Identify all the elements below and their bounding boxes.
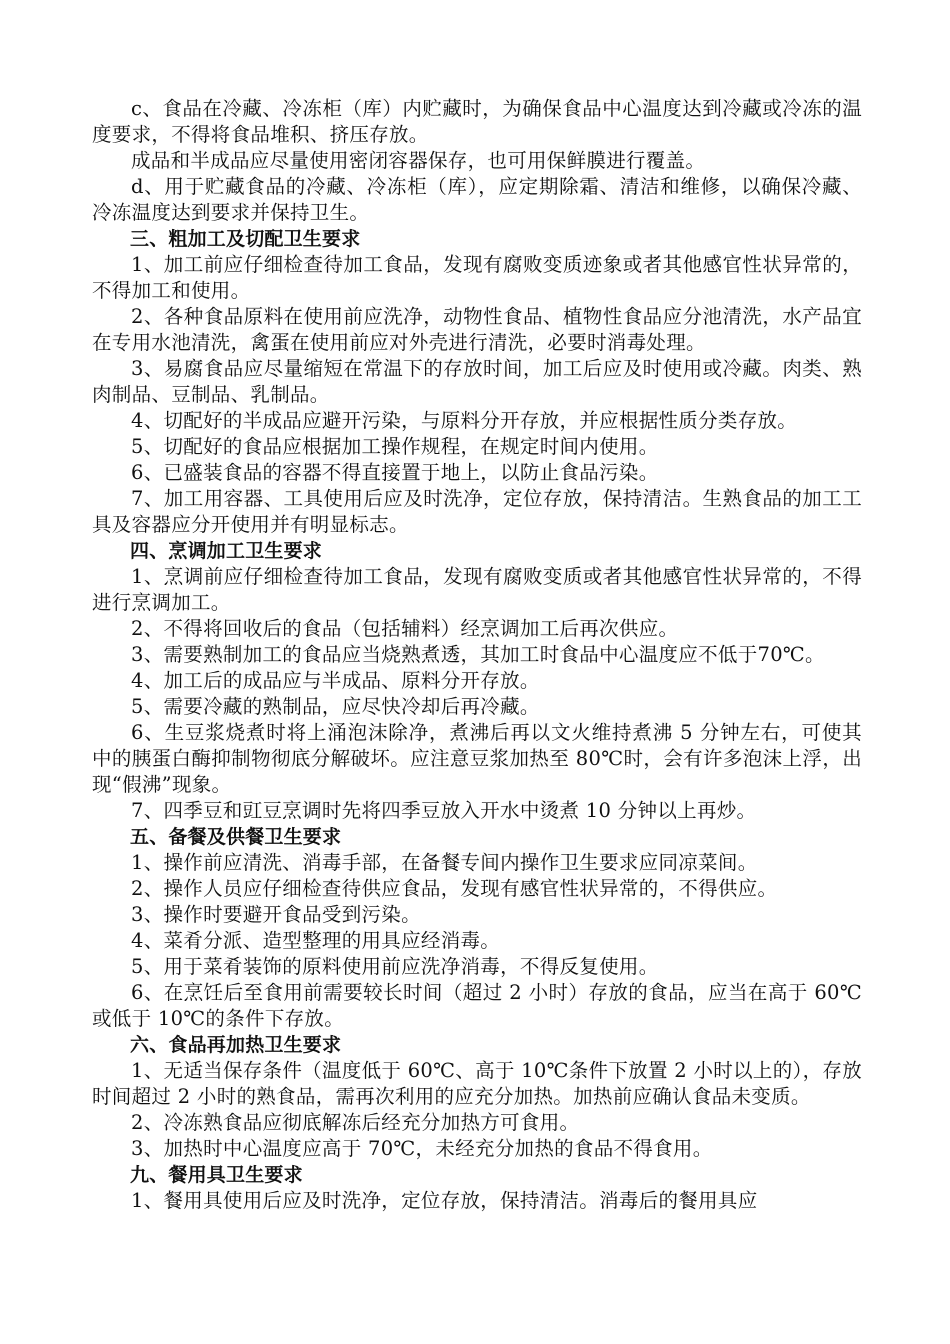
paragraph-4-1: 1、烹调前应仔细检查待加工食品，发现有腐败变质或者其他感官性状异常的，不得进行烹调加工。 [92, 565, 862, 614]
paragraph-5-1: 1、操作前应清洗、消毒手部，在备餐专间内操作卫生要求应同凉菜间。 [131, 851, 758, 874]
paragraph-6-2: 2、冷冻熟食品应彻底解冻后经充分加热方可食用。 [131, 1111, 580, 1134]
paragraph-3-2: 2、各种食品原料在使用前应洗净，动物性食品、植物性食品应分池清洗，水产品宜在专用水池清洗，禽蛋在使用前应对外壳进行清洗，必要时消毒处理。 [92, 305, 862, 354]
paragraph-c-cold-storage: c、食品在冷藏、冷冻柜（库）内贮藏时，为确保食品中心温度达到冷藏或冷冻的温度要求，不得将食品堆积、挤压存放。 [92, 97, 862, 146]
paragraph-3-1: 1、加工前应仔细检查待加工食品，发现有腐败变质迹象或者其他感官性状异常的，不得加工和使用。 [92, 253, 862, 302]
paragraph-3-3: 3、易腐食品应尽量缩短在常温下的存放时间，加工后应及时使用或冷藏。肉类、熟肉制品、豆制品、乳制品。 [92, 357, 862, 406]
paragraph-3-6: 6、已盛装食品的容器不得直接置于地上，以防止食品污染。 [131, 461, 659, 484]
section-heading-6: 六、食品再加热卫生要求 [130, 1034, 342, 1056]
paragraph-6-3: 3、加热时中心温度应高于 70℃，未经充分加热的食品不得食用。 [131, 1137, 713, 1160]
paragraph-d-defrost: d、用于贮藏食品的冷藏、冷冻柜（库），应定期除霜、清洁和维修，以确保冷藏、冷冻温度达到要求并保持卫生。 [92, 175, 862, 224]
paragraph-4-4: 4、加工后的成品应与半成品、原料分开存放。 [131, 669, 540, 692]
document-page [92, 96, 862, 1214]
section-heading-4: 四、烹调加工卫生要求 [130, 540, 323, 562]
paragraph-3-5: 5、切配好的食品应根据加工操作规程，在规定时间内使用。 [131, 435, 659, 458]
paragraph-4-7: 7、四季豆和豇豆烹调时先将四季豆放入开水中烫煮 10 分钟以上再炒。 [131, 799, 757, 822]
paragraph-5-5: 5、用于菜肴装饰的原料使用前应洗净消毒，不得反复使用。 [131, 955, 659, 978]
paragraph-5-4: 4、菜肴分派、造型整理的用具应经消毒。 [131, 929, 501, 952]
paragraph-5-6: 6、在烹饪后至食用前需要较长时间（超过 2 小时）存放的食品，应当在高于 60℃或低于 10℃的条件下存放。 [92, 981, 862, 1030]
paragraph-9-1: 1、餐用具使用后应及时洗净，定位存放，保持清洁。消毒后的餐用具应 [131, 1189, 758, 1212]
paragraph-5-3: 3、操作时要避开食品受到污染。 [131, 903, 421, 926]
paragraph-3-4: 4、切配好的半成品应避开污染，与原料分开存放，并应根据性质分类存放。 [131, 409, 798, 432]
section-heading-5: 五、备餐及供餐卫生要求 [130, 826, 342, 848]
paragraph-4-3: 3、需要熟制加工的食品应当烧熟煮透，其加工时食品中心温度应不低于70℃。 [131, 643, 825, 666]
paragraph-4-6: 6、生豆浆烧煮时将上涌泡沫除净，煮沸后再以文火维持煮沸 5 分钟左右，可使其中的胰蛋白酶抑制物彻底分解破坏。应注意豆浆加热至 80℃时，会有许多泡沫上浮，出现“假沸”现象。 [92, 721, 862, 796]
paragraph-sealed-containers: 成品和半成品应尽量使用密闭容器保存，也可用保鲜膜进行覆盖。 [131, 149, 706, 172]
section-heading-9: 九、餐用具卫生要求 [130, 1164, 303, 1186]
paragraph-6-1: 1、无适当保存条件（温度低于 60℃、高于 10℃条件下放置 2 小时以上的），存放时间超过 2 小时的熟食品，需再次利用的应充分加热。加热前应确认食品未变质。 [92, 1059, 862, 1108]
paragraph-3-7: 7、加工用容器、工具使用后应及时洗净，定位存放，保持清洁。生熟食品的加工工具及容器应分开使用并有明显标志。 [92, 487, 862, 536]
paragraph-4-2: 2、不得将回收后的食品（包括辅料）经烹调加工后再次供应。 [131, 617, 679, 640]
section-heading-3: 三、粗加工及切配卫生要求 [130, 228, 361, 250]
paragraph-4-5: 5、需要冷藏的熟制品，应尽快冷却后再冷藏。 [131, 695, 540, 718]
paragraph-5-2: 2、操作人员应仔细检查待供应食品，发现有感官性状异常的，不得供应。 [131, 877, 778, 900]
